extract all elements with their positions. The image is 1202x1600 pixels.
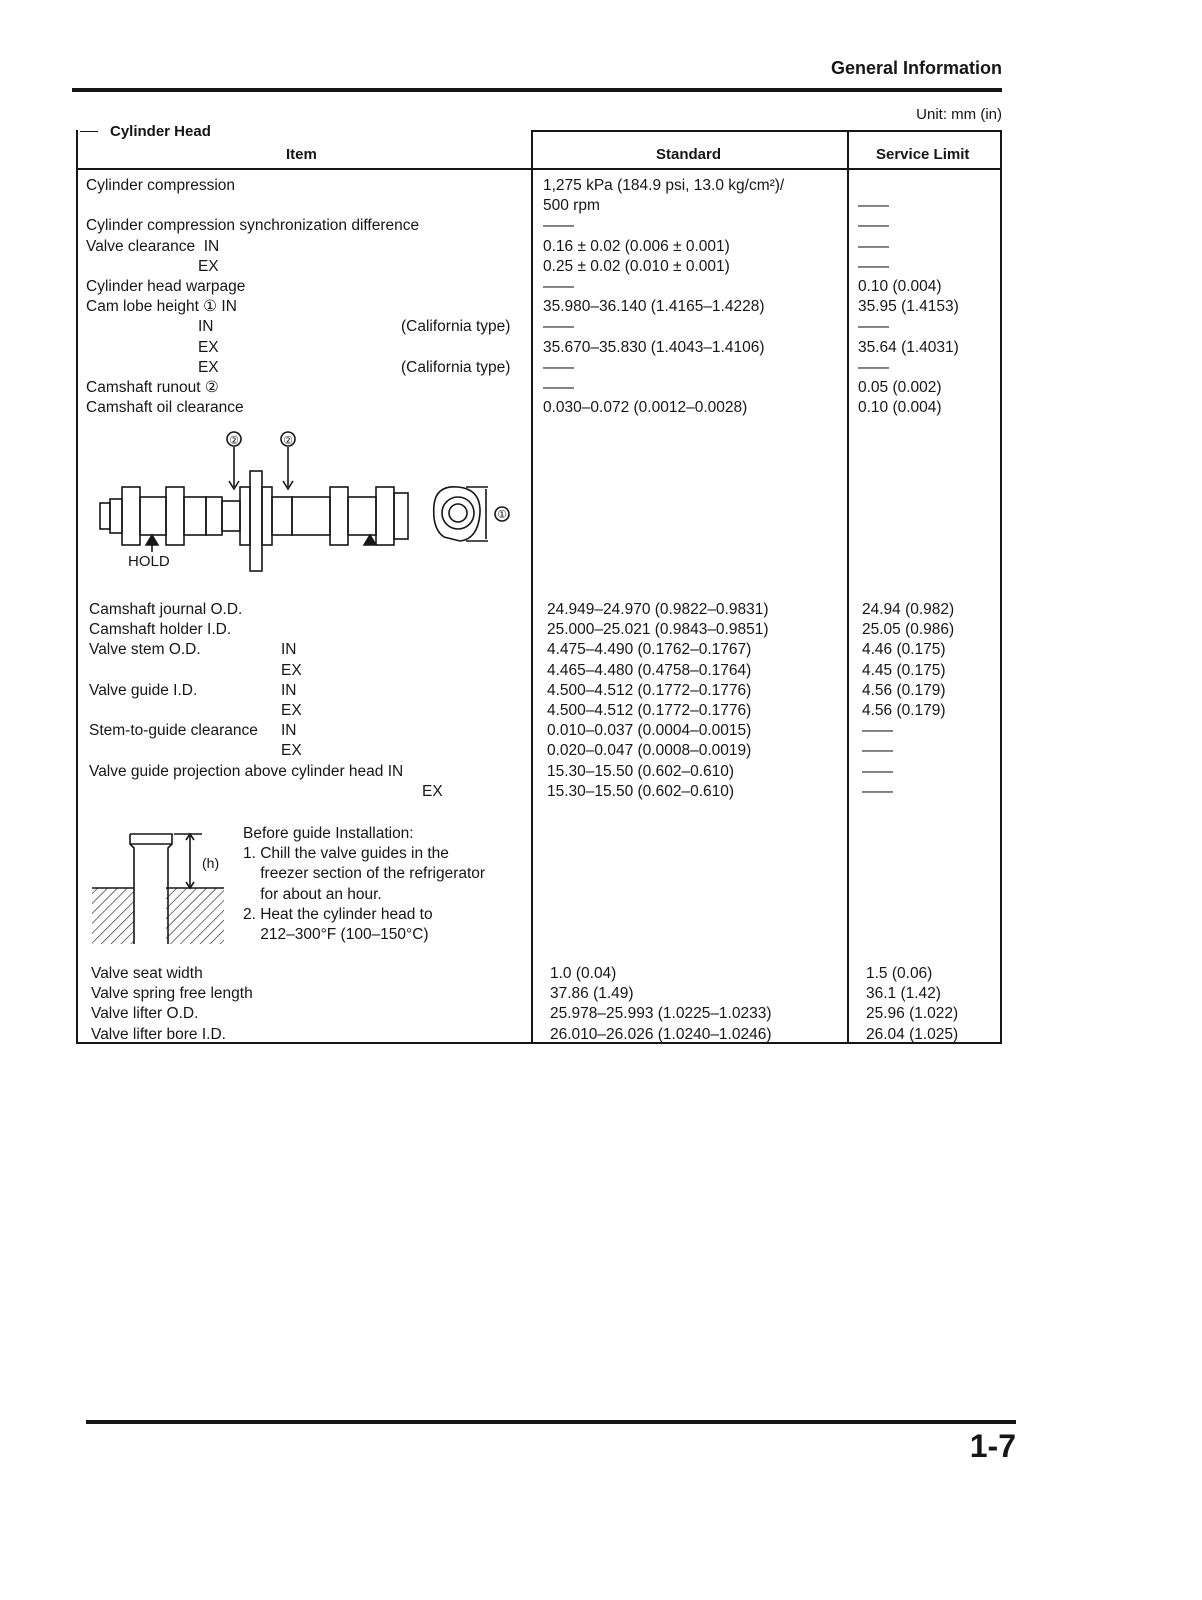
guide-note-line: freezer section of the refrigerator — [243, 865, 486, 883]
service-limit-value: 0.10 (0.004) — [858, 399, 942, 417]
guide-note-line: 2. Heat the cylinder head to — [243, 905, 433, 923]
item-note: (California type) — [401, 358, 511, 376]
item-sub-label: EX — [281, 661, 302, 679]
service-limit-value: 4.56 (0.179) — [862, 702, 946, 719]
bottom-rule — [86, 1420, 1016, 1424]
item-label: Cylinder head warpage — [86, 278, 246, 295]
service-limit-value: 4.46 (0.175) — [862, 641, 946, 659]
standard-value: 0.25 ± 0.02 (0.010 ± 0.001) — [543, 257, 730, 275]
table-right-border — [1000, 130, 1002, 1044]
top-rule — [72, 88, 1002, 92]
standard-value: 4.475–4.490 (0.1762–0.1767) — [547, 641, 752, 659]
standard-value: 1,275 kPa (184.9 psi, 13.0 kg/cm²)/ — [543, 177, 785, 194]
service-limit-value: 35.64 (1.4031) — [858, 338, 959, 356]
service-limit-value: —— — [862, 782, 893, 800]
item-sub-label: EX — [422, 782, 443, 800]
runout-marker-label-right: ② — [283, 435, 293, 447]
page-number: 1-7 — [969, 1428, 1016, 1464]
service-limit-value: 4.56 (0.179) — [862, 681, 946, 699]
standard-value: 24.949–24.970 (0.9822–0.9831) — [547, 601, 769, 618]
valve-guide-diagram — [90, 826, 240, 946]
standard-value: 0.020–0.047 (0.0008–0.0019) — [547, 742, 752, 760]
item-sub-label: EX — [281, 702, 302, 719]
item-label: Valve guide projection above cylinder head IN — [89, 762, 404, 780]
item-label: Camshaft oil clearance — [86, 399, 244, 417]
item-label: Valve stem O.D. — [89, 641, 201, 659]
item-label: Stem-to-guide clearance — [89, 722, 258, 740]
guide-note-line: Before guide Installation: — [243, 825, 414, 842]
item-label: Camshaft runout ② — [86, 379, 219, 396]
guide-note-line: 212–300°F (100–150°C) — [243, 926, 429, 943]
service-limit-value: —— — [858, 318, 889, 336]
guide-note-line: for about an hour. — [243, 885, 382, 903]
item-note: (California type) — [401, 318, 511, 336]
standard-value: 1.0 (0.04) — [550, 965, 617, 982]
column-header-service-limit: Service Limit — [876, 146, 970, 163]
service-limit-value: 0.05 (0.002) — [858, 379, 942, 396]
standard-value: 35.980–36.140 (1.4165–1.4228) — [543, 298, 765, 316]
standard-value: 15.30–15.50 (0.602–0.610) — [547, 782, 735, 800]
standard-value: —— — [543, 358, 574, 376]
service-limit-value: 0.10 (0.004) — [858, 278, 942, 295]
service-limit-value: —— — [858, 237, 889, 255]
item-label: IN — [86, 318, 214, 336]
item-label: Valve seat width — [91, 965, 203, 982]
service-limit-value: —— — [858, 358, 889, 376]
item-label: Valve clearance IN — [86, 237, 220, 255]
camshaft-diagram — [96, 425, 526, 580]
item-label: Cam lobe height ① IN — [86, 298, 237, 316]
lobe-height-marker-label: ① — [497, 509, 507, 521]
service-limit-value: 25.96 (1.022) — [866, 1005, 959, 1023]
service-limit-value: —— — [862, 762, 893, 780]
spec-table — [76, 130, 1002, 1044]
item-label: Camshaft holder I.D. — [89, 621, 232, 639]
guide-note-line: 1. Chill the valve guides in the — [243, 845, 449, 863]
standard-value: 25.978–25.993 (1.0225–1.0233) — [550, 1005, 772, 1023]
standard-value: 0.16 ± 0.02 (0.006 ± 0.001) — [543, 237, 730, 255]
column-header-item: Item — [286, 146, 317, 163]
standard-value: 4.500–4.512 (0.1772–0.1776) — [547, 681, 752, 699]
table-divider-standard-limit — [847, 130, 849, 1044]
hold-label: HOLD — [128, 553, 170, 570]
item-sub-label: IN — [281, 641, 297, 659]
item-label: Valve guide I.D. — [89, 681, 198, 699]
item-label: EX — [86, 257, 219, 275]
standard-value: 35.670–35.830 (1.4043–1.4106) — [543, 338, 765, 356]
standard-value: 25.000–25.021 (0.9843–0.9851) — [547, 621, 769, 639]
item-label: EX — [86, 338, 219, 356]
standard-value: —— — [543, 379, 574, 396]
standard-value: 37.86 (1.49) — [550, 985, 634, 1003]
item-label: Valve spring free length — [91, 985, 253, 1003]
service-limit-value: —— — [858, 217, 889, 235]
service-limit-value: 24.94 (0.982) — [862, 601, 955, 618]
item-label: Cylinder compression — [86, 177, 236, 194]
standard-value: 4.465–4.480 (0.4758–0.1764) — [547, 661, 752, 679]
service-limit-value: —— — [858, 197, 889, 215]
standard-value: 26.010–26.026 (1.0240–1.0246) — [550, 1025, 772, 1043]
service-limit-value: 25.05 (0.986) — [862, 621, 955, 639]
table-divider-item-standard — [531, 130, 533, 1044]
unit-label: Unit: mm (in) — [916, 106, 1002, 123]
item-label: Cylinder compression synchronization difference — [86, 217, 420, 235]
header-bottom-border — [76, 168, 1002, 170]
service-limit-value: 4.45 (0.175) — [862, 661, 946, 679]
item-label: Valve lifter O.D. — [91, 1005, 199, 1023]
service-limit-value: —— — [862, 742, 893, 760]
table-left-border — [76, 130, 78, 1044]
item-sub-label: IN — [281, 681, 297, 699]
standard-value: 4.500–4.512 (0.1772–0.1776) — [547, 702, 752, 719]
header-top-border — [531, 130, 1002, 132]
item-label: EX — [86, 358, 219, 376]
standard-value: 0.010–0.037 (0.0004–0.0015) — [547, 722, 752, 740]
service-limit-value: 26.04 (1.025) — [866, 1025, 959, 1043]
standard-value: 0.030–0.072 (0.0012–0.0028) — [543, 399, 748, 417]
service-limit-value: 1.5 (0.06) — [866, 965, 933, 982]
service-limit-value: —— — [862, 722, 893, 740]
box-title: Cylinder Head — [104, 123, 217, 140]
section-title: General Information — [830, 58, 1002, 78]
service-limit-value: 35.95 (1.4153) — [858, 298, 959, 316]
standard-value: —— — [543, 278, 574, 295]
standard-value: —— — [543, 318, 574, 336]
item-label: Valve lifter bore I.D. — [91, 1025, 226, 1043]
service-limit-value: 36.1 (1.42) — [866, 985, 941, 1003]
standard-value: 500 rpm — [543, 197, 600, 215]
runout-marker-label-left: ② — [229, 435, 239, 447]
height-label: (h) — [202, 855, 220, 871]
item-sub-label: IN — [281, 722, 297, 740]
standard-value: —— — [543, 217, 574, 235]
item-label: Camshaft journal O.D. — [89, 601, 243, 618]
service-limit-value: —— — [858, 257, 889, 275]
standard-value: 15.30–15.50 (0.602–0.610) — [547, 762, 735, 780]
column-header-standard: Standard — [656, 146, 722, 163]
item-sub-label: EX — [281, 742, 302, 760]
